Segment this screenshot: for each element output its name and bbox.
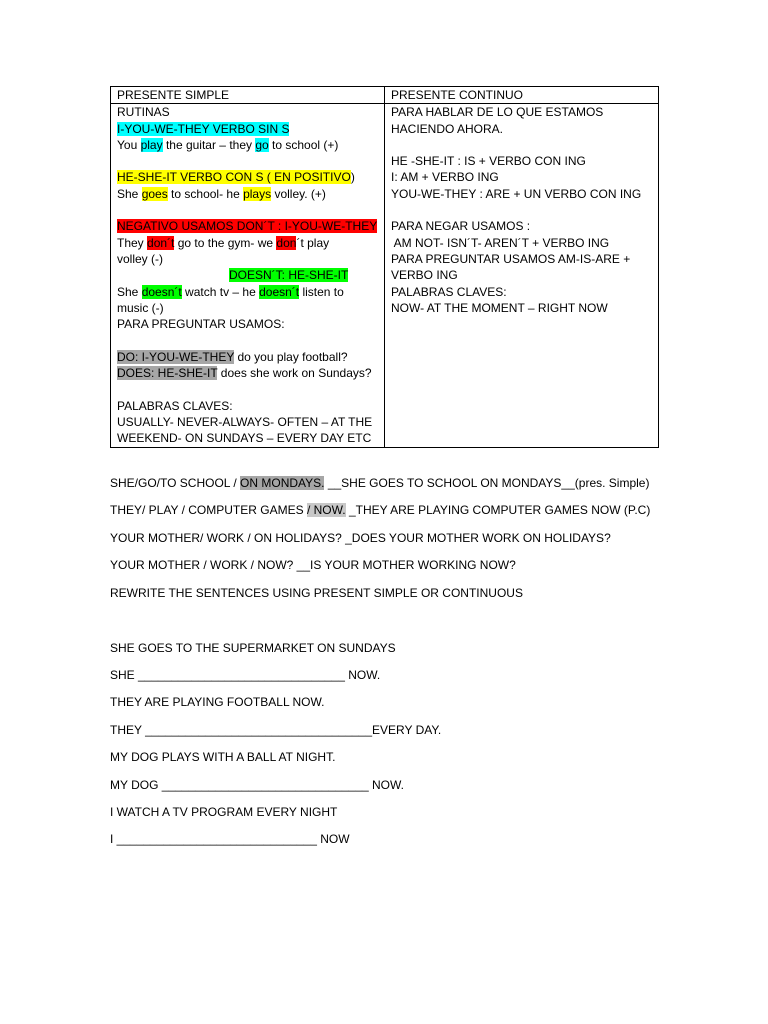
highlight-doesnt: doesn´t xyxy=(141,284,182,299)
table-body-row xyxy=(111,104,659,447)
grammar-table xyxy=(110,86,659,448)
example-positive-2 xyxy=(117,186,378,202)
rule-no-s-text: I-YOU-WE-THEY VERBO SIN S xyxy=(117,121,290,136)
instruction: REWRITE THE SENTENCES USING PRESENT SIMPLE OR CONTINUOUS xyxy=(110,586,523,600)
keywords-line-1: USUALLY- NEVER-ALWAYS- OFTEN – AT THE xyxy=(117,414,373,429)
does-question xyxy=(117,365,378,381)
text-run: go to the gym- we xyxy=(174,235,277,250)
text-run: ´t play xyxy=(296,235,330,250)
negative-rule-text: NEGATIVO USAMOS DON´T : I-YOU-WE-THEY xyxy=(117,219,378,234)
text-run: volley. (+) xyxy=(271,186,326,201)
doesnt-example-cont: music (-) xyxy=(117,300,164,315)
header-present-continuous: PRESENTE CONTINUO xyxy=(385,87,659,104)
highlight-goes: goes xyxy=(141,186,168,201)
highlight-play: play xyxy=(140,137,163,152)
text-run: does she work on Sundays? xyxy=(217,366,372,381)
text-run: listen to xyxy=(299,284,344,299)
spacer xyxy=(391,202,652,218)
text-run: SHE/GO/TO SCHOOL / xyxy=(110,476,241,490)
highlight-dont: don´t xyxy=(147,235,175,250)
sentence-4: I WATCH A TV PROGRAM EVERY NIGHT xyxy=(110,805,338,819)
continuous-line: PARA PREGUNTAR USAMOS AM-IS-ARE + xyxy=(391,251,631,266)
negative-rule xyxy=(117,218,378,234)
exercise-1 xyxy=(110,475,649,491)
table-header-row xyxy=(111,87,659,104)
header-present-simple: PRESENTE SIMPLE xyxy=(111,87,385,104)
spacer xyxy=(391,137,652,153)
highlight-now: / NOW. xyxy=(306,503,346,517)
highlight-go: go xyxy=(255,137,269,152)
ask-label: PARA PREGUNTAR USAMOS: xyxy=(117,317,285,332)
do-rule-text: DO: I-YOU-WE-THEY xyxy=(117,349,235,364)
highlight-doesnt: doesn´t xyxy=(259,284,300,299)
text-run: do you play football? xyxy=(234,349,348,364)
text-run: the guitar – they xyxy=(162,137,256,152)
does-rule-text: DOES: HE-SHE-IT xyxy=(117,366,218,381)
text-run: to school (+) xyxy=(268,137,339,152)
text-run: They xyxy=(117,235,148,250)
continuous-line: I: AM + VERBO ING xyxy=(391,170,499,185)
spacer xyxy=(117,153,378,169)
text-run: THEY/ PLAY / COMPUTER GAMES xyxy=(110,503,307,517)
continuous-line: NOW- AT THE MOMENT – RIGHT NOW xyxy=(391,300,608,315)
keywords-line-2: WEEKEND- ON SUNDAYS – EVERY DAY ETC xyxy=(117,431,372,446)
continuous-line: HE -SHE-IT : IS + VERBO CON ING xyxy=(391,154,586,169)
sentence-3: MY DOG PLAYS WITH A BALL AT NIGHT. xyxy=(110,750,336,764)
sentence-2-fill: THEY __________________________________EVERY DAY. xyxy=(110,723,442,737)
doesnt-example xyxy=(117,284,378,300)
keywords-label: PALABRAS CLAVES: xyxy=(117,398,233,413)
continuous-line: VERBO ING xyxy=(391,268,458,283)
rutinas-label: RUTINAS xyxy=(117,105,170,120)
exercise-3: YOUR MOTHER/ WORK / ON HOLIDAYS? _DOES YOUR MOTHER WORK ON HOLIDAYS? xyxy=(110,531,611,545)
exercise-2 xyxy=(110,502,650,518)
text-run: to school- he xyxy=(167,186,244,201)
text-run: She xyxy=(117,186,142,201)
do-question xyxy=(117,349,378,365)
continuous-line: PARA NEGAR USAMOS : xyxy=(391,219,531,234)
example-positive-1 xyxy=(117,137,378,153)
text-run: You xyxy=(117,137,141,152)
present-continuous-cell xyxy=(385,104,659,447)
exercise-4: YOUR MOTHER / WORK / NOW? __IS YOUR MOTHER WORKING NOW? xyxy=(110,558,516,572)
continuous-line: HACIENDO AHORA. xyxy=(391,121,504,136)
spacer xyxy=(117,202,378,218)
text-run: ) xyxy=(350,170,355,185)
rule-with-s xyxy=(117,169,378,185)
text-run: __SHE GOES TO SCHOOL ON MONDAYS__(pres. Simple) xyxy=(324,476,650,490)
sentence-1: SHE GOES TO THE SUPERMARKET ON SUNDAYS xyxy=(110,641,396,655)
continuous-line: AM NOT- ISN´T- AREN´T + VERBO ING xyxy=(391,235,610,250)
sentence-1-fill: SHE _______________________________ NOW. xyxy=(110,668,381,682)
text-run: She xyxy=(117,284,142,299)
sentence-4-fill: I ______________________________ NOW xyxy=(110,832,350,846)
present-simple-cell xyxy=(111,104,385,447)
highlight-dont: don xyxy=(276,235,297,250)
spacer xyxy=(117,332,378,348)
doesnt-rule-text: DOESN´T: HE-SHE-IT xyxy=(229,268,349,283)
continuous-line: PALABRAS CLAVES: xyxy=(391,284,507,299)
text-run: watch tv – he xyxy=(181,284,260,299)
doesnt-rule xyxy=(117,267,378,283)
negative-example xyxy=(117,235,378,251)
sentence-2: THEY ARE PLAYING FOOTBALL NOW. xyxy=(110,695,325,709)
highlight-on-mondays: ON MONDAYS. xyxy=(240,476,325,490)
spacer xyxy=(117,381,378,397)
negative-example-cont: volley (-) xyxy=(117,251,164,266)
text-run: _THEY ARE PLAYING COMPUTER GAMES NOW (P.C) xyxy=(345,503,651,517)
continuous-line: YOU-WE-THEY : ARE + UN VERBO CON ING xyxy=(391,186,642,201)
rule-with-s-text: HE-SHE-IT VERBO CON S ( EN POSITIVO xyxy=(117,170,351,185)
sentence-3-fill: MY DOG _______________________________ NOW. xyxy=(110,778,405,792)
highlight-plays: plays xyxy=(243,186,272,201)
continuous-line: PARA HABLAR DE LO QUE ESTAMOS xyxy=(391,105,604,120)
rule-no-s xyxy=(117,121,378,137)
